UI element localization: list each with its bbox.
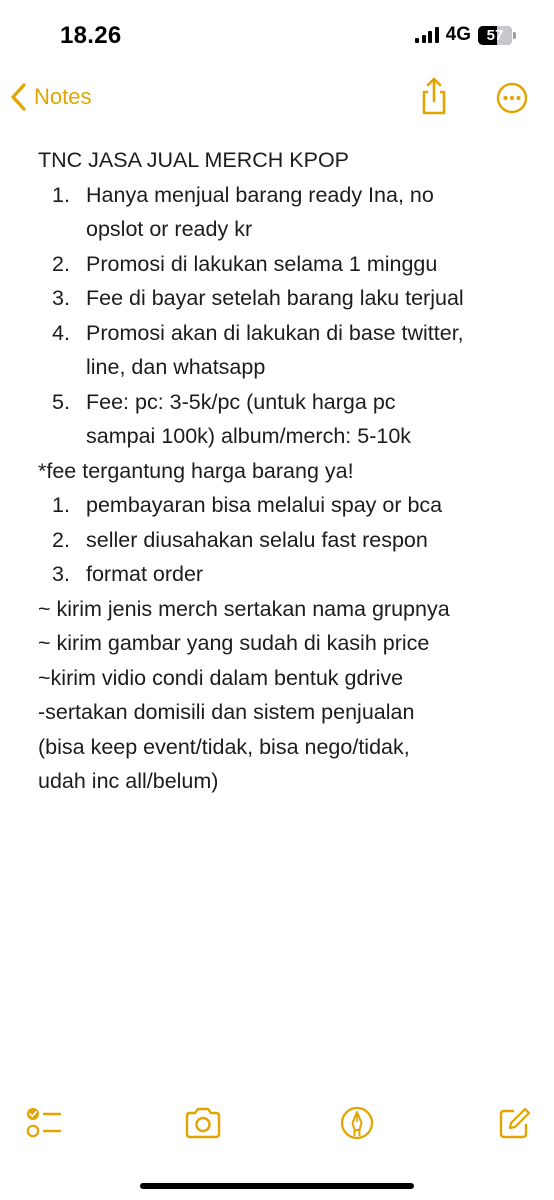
list-number: 3. [52, 286, 70, 310]
network-type: 4G [445, 24, 471, 45]
battery-cap [513, 32, 516, 39]
markup-button[interactable] [337, 1106, 377, 1140]
list-item [38, 523, 534, 558]
payment-list [38, 488, 534, 592]
list-number: 4. [52, 320, 70, 345]
note-line: (bisa keep event/tidak, bisa nego/tidak, [38, 734, 410, 759]
list-item-text: Promosi akan di lakukan di base twitter, [86, 320, 464, 345]
share-button[interactable] [418, 76, 450, 116]
list-number: 1. [52, 493, 70, 517]
back-label: Notes [34, 84, 92, 109]
battery-icon [478, 26, 512, 45]
status-time: 18.26 [60, 22, 122, 49]
checklist-icon [24, 1127, 64, 1144]
list-number: 5. [52, 389, 70, 414]
note-line: udah inc all/belum) [38, 769, 219, 793]
list-item-text: opslot or ready kr [86, 217, 253, 241]
note-line: ~ kirim gambar yang sudah di kasih price [38, 631, 430, 655]
list-item-text: sampai 100k) album/merch: 5-10k [86, 424, 412, 448]
battery-percent: 57 [486, 26, 504, 44]
note-title: TNC JASA JUAL MERCH KPOP [38, 148, 350, 172]
list-number: 2. [52, 251, 70, 276]
list-item [38, 316, 534, 385]
note-line: -sertakan domisili dan sistem penjualan [38, 700, 415, 724]
list-number: 1. [52, 182, 70, 207]
list-item-text: line, dan whatsapp [86, 355, 266, 379]
markup-pen-icon [337, 1127, 377, 1144]
list-item-text: Hanya menjual barang ready Ina, no [86, 182, 434, 207]
compose-button[interactable] [497, 1106, 537, 1140]
list-item-text: Fee: pc: 3-5k/pc (untuk harga pc [86, 389, 396, 414]
list-item-text: Promosi di lakukan selama 1 minggu [86, 251, 438, 276]
status-bar [0, 0, 554, 76]
back-button[interactable] [10, 82, 91, 112]
list-item-text: seller diusahakan selalu fast respon [86, 527, 428, 552]
camera-icon [183, 1127, 223, 1144]
share-icon [418, 103, 450, 120]
camera-button[interactable] [183, 1106, 223, 1140]
nav-bar [0, 76, 554, 124]
list-item-text: pembayaran bisa melalui spay or bca [86, 493, 443, 517]
list-item [38, 281, 534, 316]
more-button[interactable] [496, 82, 528, 114]
terms-list [38, 178, 534, 454]
compose-icon [497, 1127, 537, 1144]
home-indicator[interactable] [140, 1183, 414, 1189]
list-item [38, 247, 534, 282]
list-item-text: Fee di bayar setelah barang laku terjual [86, 286, 464, 310]
list-item-text: format order [86, 562, 204, 586]
list-number: 3. [52, 562, 70, 586]
chevron-left-icon [10, 82, 28, 112]
list-item [38, 488, 534, 523]
checklist-button[interactable] [24, 1106, 64, 1140]
ellipsis-circle-icon [496, 101, 528, 118]
fee-note: *fee tergantung harga barang ya! [38, 458, 354, 483]
list-item [38, 385, 534, 454]
cellular-signal-icon [415, 27, 439, 43]
list-item [38, 557, 534, 592]
bottom-toolbar [0, 1098, 554, 1148]
note-line: ~ kirim jenis merch sertakan nama grupnya [38, 596, 450, 621]
list-number: 2. [52, 527, 70, 552]
status-indicators [415, 24, 516, 46]
list-item [38, 178, 534, 247]
note-line: ~kirim vidio condi dalam bentuk gdrive [38, 665, 404, 690]
note-body[interactable] [38, 143, 534, 799]
